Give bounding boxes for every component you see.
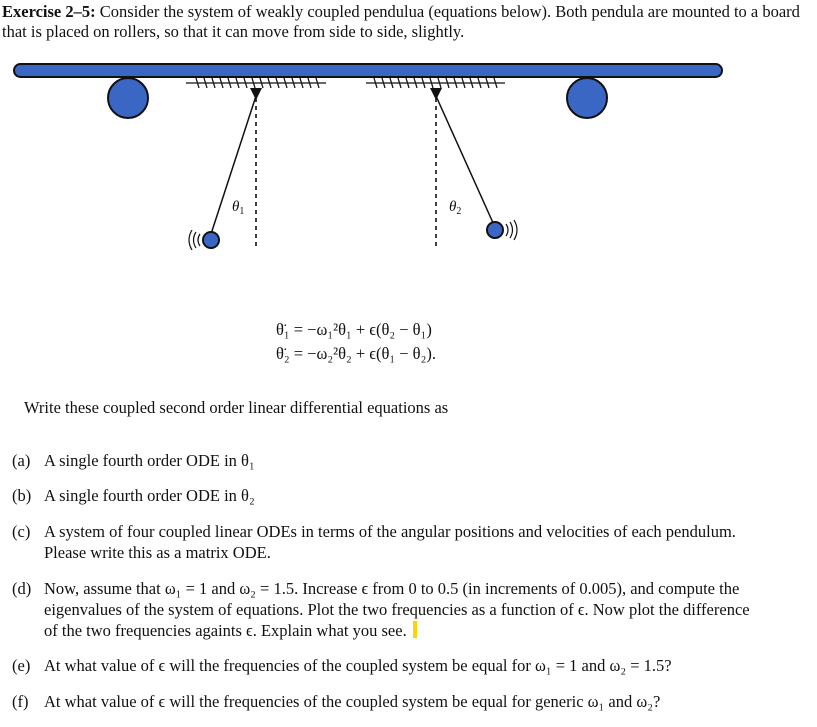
question-text: A single fourth order ODE in θ₁ xyxy=(44,451,255,470)
question-label: (f) xyxy=(12,692,29,711)
left-pendulum-bob xyxy=(203,232,219,248)
question-e xyxy=(12,655,752,676)
left-roller-wheel xyxy=(108,78,148,118)
question-a xyxy=(12,450,752,471)
left-pivot-mount xyxy=(186,78,326,88)
question-label: (d) xyxy=(12,579,32,598)
right-pivot-mount xyxy=(366,78,505,88)
question-label: (b) xyxy=(12,486,32,505)
right-pendulum-rod xyxy=(436,96,494,225)
question-label: (a) xyxy=(12,451,31,470)
question-text-wrap xyxy=(44,578,752,641)
question-d xyxy=(12,578,752,641)
text-cursor-highlight xyxy=(413,621,417,638)
board xyxy=(14,64,722,77)
question-text: At what value of ϵ will the frequencies of the coupled system be equal for generic ω₁ and ω₂? xyxy=(44,692,661,711)
left-motion-arcs-icon xyxy=(189,230,200,250)
question-text: A system of four coupled linear ODEs in terms of the angular positions and velocities of each pendulum. Please write this as a matrix ODE. xyxy=(44,522,736,562)
question-f xyxy=(12,691,752,712)
question-b xyxy=(12,485,752,506)
pendulum-diagram xyxy=(0,58,817,258)
prompt-text: Write these coupled second order linear differential equations as xyxy=(24,398,449,417)
question-text: At what value of ϵ will the frequencies of the coupled system be equal for ω₁ = 1 and ω₂ = 1.5? xyxy=(44,656,672,675)
right-roller-wheel xyxy=(567,78,607,118)
question-text: Now, assume that ω₁ = 1 and ω₂ = 1.5. Increase ϵ from 0 to 0.5 (in increments of 0.005), and compute the eigenvalues of the system of equations. Plot the two frequencies as a function of ϵ. Now plot the difference of the two frequencies againts ϵ. Explain what you see. xyxy=(44,579,750,640)
exercise-intro xyxy=(2,2,814,42)
question-c xyxy=(12,521,752,563)
exercise-label: Exercise 2–5: xyxy=(2,2,96,21)
question-text: A single fourth order ODE in θ₂ xyxy=(44,486,255,505)
exercise-intro-text: Consider the system of weakly coupled pendulua (equations below). Both pendula are mounted to a board that is placed on rollers, so that it can move from side to side, slightly. xyxy=(2,2,800,41)
equation-2: θ̈₂ = −ω₂²θ₂ + ϵ(θ₁ − θ₂). xyxy=(276,344,436,363)
theta2-label: $\theta_2$ xyxy=(449,199,462,217)
equation-1: θ̈₁ = −ω₁²θ₁ + ϵ(θ₂ − θ₁) xyxy=(276,320,432,339)
question-label: (c) xyxy=(12,522,31,541)
question-label: (e) xyxy=(12,656,31,675)
theta1-label: $\theta_1$ xyxy=(232,199,245,217)
right-motion-arcs-icon xyxy=(506,220,517,240)
right-pendulum-bob xyxy=(487,222,503,238)
